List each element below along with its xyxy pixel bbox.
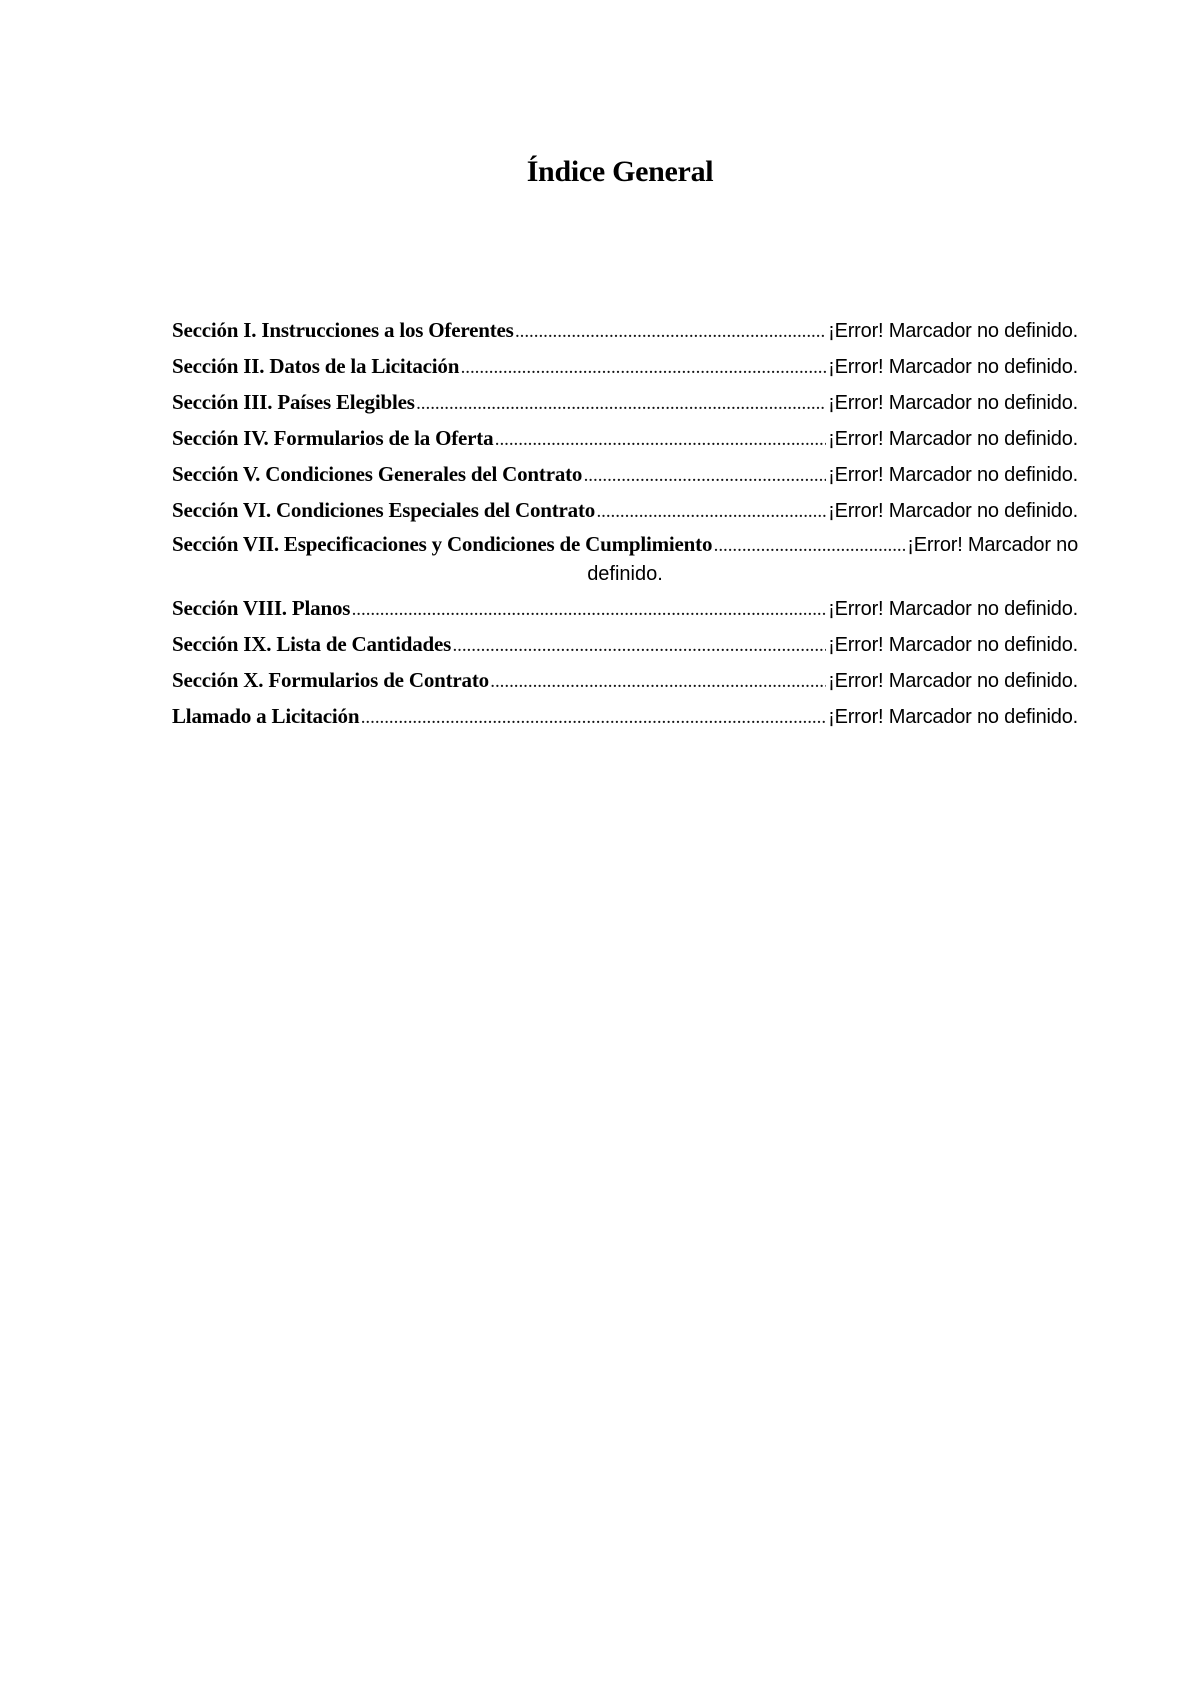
toc-entry-label: Sección II. Datos de la Licitación [172,354,460,378]
toc-entry-seccion-8[interactable] [172,590,1078,626]
toc-entry-page-ref: ¡Error! Marcador no definido. [828,392,1078,414]
toc-entry-label: Llamado a Licitación [172,704,360,728]
toc-entry-label: Sección X. Formularios de Contrato [172,668,489,692]
dot-leader [491,666,826,702]
toc-entry-page-ref: ¡Error! Marcador no definido. [828,500,1078,522]
toc-entry-page-ref: ¡Error! Marcador no definido. [828,598,1078,620]
dot-leader [495,424,826,460]
page-title: Índice General [526,155,714,188]
toc-entry-label: Sección VII. Especificaciones y Condiciones de Cumplimiento [172,532,713,556]
toc-entry-main-line [172,528,1078,560]
toc-entry-llamado[interactable] [172,698,1078,734]
dot-leader [516,316,827,352]
dot-leader [584,460,826,496]
dot-leader [453,630,826,666]
toc-entry-page-ref: ¡Error! Marcador no definido. [828,464,1078,486]
toc-entry-page-ref: ¡Error! Marcador no definido. [828,320,1078,342]
toc-entry-page-ref: ¡Error! Marcador no [907,534,1078,556]
toc-entry-page-ref: ¡Error! Marcador no definido. [828,428,1078,450]
toc-entry-label: Sección VIII. Planos [172,596,351,620]
dot-leader [361,702,826,738]
toc-entry-seccion-4[interactable] [172,420,1078,456]
toc-entry-label: Sección IX. Lista de Cantidades [172,632,452,656]
dot-leader [461,352,826,388]
toc-entry-label: Sección V. Condiciones Generales del Contrato [172,462,583,486]
table-of-contents [172,312,1078,734]
toc-entry-seccion-1[interactable] [172,312,1078,348]
toc-entry-seccion-5[interactable] [172,456,1078,492]
dot-leader [597,496,826,532]
toc-entry-page-ref: ¡Error! Marcador no definido. [828,634,1078,656]
toc-entry-page-ref: ¡Error! Marcador no definido. [828,670,1078,692]
toc-entry-label: Sección VI. Condiciones Especiales del Contrato [172,498,596,522]
toc-entry-seccion-10[interactable] [172,662,1078,698]
toc-entry-label: Sección I. Instrucciones a los Oferentes [172,318,514,342]
toc-entry-page-ref: ¡Error! Marcador no definido. [828,706,1078,728]
toc-entry-seccion-3[interactable] [172,384,1078,420]
toc-entry-label: Sección III. Países Elegibles [172,390,415,414]
dot-leader [352,594,826,630]
toc-entry-page-ref: ¡Error! Marcador no definido. [828,356,1078,378]
toc-entry-seccion-7[interactable] [172,528,1078,590]
toc-entry-label: Sección IV. Formularios de la Oferta [172,426,494,450]
toc-entry-seccion-2[interactable] [172,348,1078,384]
dot-leader [417,388,826,424]
toc-entry-seccion-9[interactable] [172,626,1078,662]
toc-entry-page-ref-continuation: definido. [587,563,663,585]
toc-entry-seccion-6[interactable] [172,492,1078,528]
